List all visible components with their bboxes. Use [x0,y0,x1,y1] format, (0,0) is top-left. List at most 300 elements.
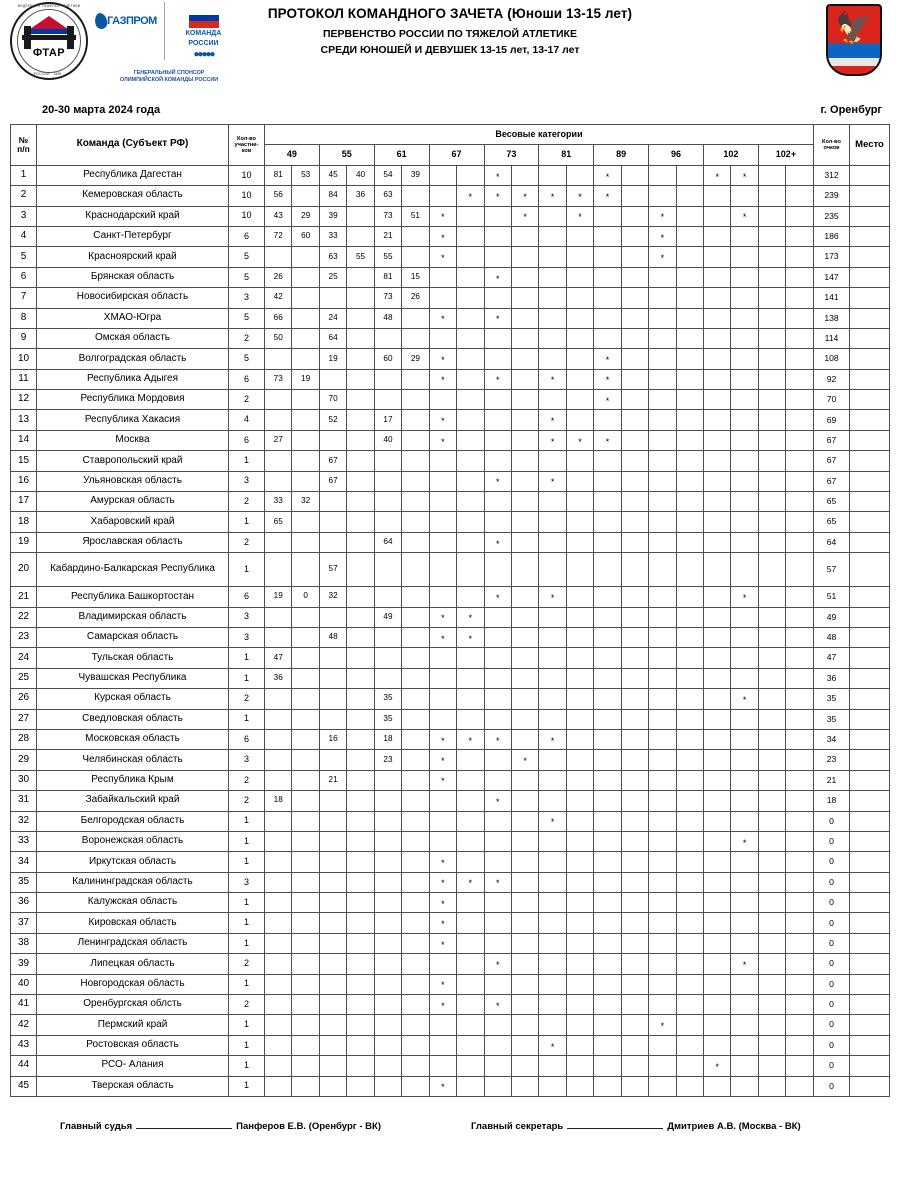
category-score [786,668,814,688]
category-score [731,430,758,450]
category-score [292,186,319,206]
team-name: Забайкальский край [37,791,229,811]
team-name: Оренбургская облсть [37,995,229,1015]
category-score [402,709,429,729]
table-row [11,553,890,587]
category-score [621,553,648,587]
category-score [786,729,814,749]
category-score: 19 [265,587,292,607]
category-score [649,668,676,688]
category-score [786,587,814,607]
total-points: 34 [814,729,850,749]
category-score [292,913,319,933]
category-score [621,471,648,491]
category-score [621,750,648,770]
category-score [402,933,429,953]
category-score [731,995,758,1015]
category-score [265,709,292,729]
category-score: 25 [319,267,346,287]
category-score [676,668,703,688]
category-score [265,913,292,933]
category-score [292,627,319,647]
category-score [402,689,429,709]
category-score [566,933,593,953]
category-score [402,451,429,471]
category-score [676,410,703,430]
total-points: 64 [814,532,850,552]
table-row [11,247,890,267]
category-score [649,709,676,729]
category-score [758,587,785,607]
category-score [484,492,511,512]
category-score [758,165,785,185]
protocol-table-container [0,124,900,1097]
category-score: 39 [319,206,346,226]
category-score [594,1035,621,1055]
category-score [649,267,676,287]
category-score [511,390,538,410]
category-score [731,226,758,246]
category-score: 55 [374,247,401,267]
participation-mark [457,607,484,627]
category-score [731,451,758,471]
category-score [758,308,785,328]
category-score [265,689,292,709]
team-name: Иркутская область [37,852,229,872]
category-score [457,451,484,471]
category-score [676,893,703,913]
category-score [347,750,374,770]
category-score [374,587,401,607]
category-score [649,532,676,552]
category-score [374,648,401,668]
category-score [566,648,593,668]
participation-mark [649,1015,676,1035]
table-row [11,430,890,450]
category-score: 32 [292,492,319,512]
participation-mark [429,913,456,933]
category-score [347,471,374,491]
category-score: 53 [292,165,319,185]
category-score [731,369,758,389]
category-score [649,369,676,389]
category-score [402,471,429,491]
participation-mark [429,1076,456,1096]
category-score [786,607,814,627]
category-score [566,1035,593,1055]
category-score [347,1056,374,1076]
category-score [402,770,429,790]
category-score [786,995,814,1015]
category-score [566,328,593,348]
category-score [402,1035,429,1055]
category-score [319,1015,346,1035]
team-name: Волгоградская область [37,349,229,369]
category-score [649,512,676,532]
category-score [429,791,456,811]
category-score [786,1076,814,1096]
category-score [319,995,346,1015]
category-score [429,553,456,587]
place-value [850,933,890,953]
category-score [292,390,319,410]
participants-count: 6 [229,430,265,450]
team-name: ХМАО-Югра [37,308,229,328]
category-score [484,1035,511,1055]
category-score [621,308,648,328]
category-score [265,872,292,892]
category-score [758,668,785,688]
weight-category-header-55: 55 [319,145,374,165]
category-score [292,668,319,688]
category-score [402,186,429,206]
category-score [539,893,566,913]
participation-mark [429,872,456,892]
participation-mark [429,430,456,450]
category-score [704,1015,731,1035]
category-score [457,750,484,770]
category-score: 36 [265,668,292,688]
category-score [786,954,814,974]
category-score [347,974,374,994]
category-score [704,512,731,532]
team-name: Республика Башкортостан [37,587,229,607]
place-value [850,587,890,607]
table-row [11,852,890,872]
category-score [621,607,648,627]
category-score [594,1015,621,1035]
category-score [594,308,621,328]
category-score [786,532,814,552]
participation-mark [484,995,511,1015]
category-score [731,492,758,512]
category-score [566,532,593,552]
team-name: Омская область [37,328,229,348]
participation-mark [457,872,484,892]
team-russia-label-line1: КОМАНДА [185,30,222,37]
total-points: 114 [814,328,850,348]
category-score: 64 [319,328,346,348]
category-score [594,512,621,532]
category-score [374,954,401,974]
total-points: 65 [814,492,850,512]
table-row [11,369,890,389]
category-score [566,709,593,729]
category-score [594,492,621,512]
category-score [621,648,648,668]
category-score [347,770,374,790]
category-score [347,1015,374,1035]
category-score [484,974,511,994]
category-score [511,267,538,287]
category-score: 42 [265,288,292,308]
total-points: 0 [814,974,850,994]
category-score [292,872,319,892]
team-name: Новосибирская область [37,288,229,308]
place-value [850,607,890,627]
category-score [731,627,758,647]
category-score [649,308,676,328]
category-score [676,872,703,892]
category-score [566,831,593,851]
total-points: 239 [814,186,850,206]
table-row [11,1015,890,1035]
category-score [621,451,648,471]
category-score [594,811,621,831]
category-score [594,288,621,308]
participants-count: 5 [229,247,265,267]
total-points: 57 [814,553,850,587]
category-score [758,607,785,627]
category-score [621,893,648,913]
category-score: 45 [319,165,346,185]
participants-count: 2 [229,328,265,348]
place-value [850,1056,890,1076]
table-row [11,451,890,471]
category-score: 15 [402,267,429,287]
team-name: Новгородская область [37,974,229,994]
category-score: 21 [374,226,401,246]
category-score [621,288,648,308]
row-number: 15 [11,451,37,471]
category-score: 35 [374,709,401,729]
category-score [457,165,484,185]
category-score [758,471,785,491]
category-score [484,811,511,831]
category-score [457,954,484,974]
column-header-weight-categories: Весовые категории [265,125,814,145]
category-score [347,791,374,811]
total-points: 67 [814,471,850,491]
column-header-number [11,125,37,166]
category-score: 18 [265,791,292,811]
total-points: 0 [814,1056,850,1076]
category-score [539,933,566,953]
category-score [621,369,648,389]
category-score [347,893,374,913]
participation-mark [539,410,566,430]
total-points: 147 [814,267,850,287]
participation-mark [539,369,566,389]
place-value [850,226,890,246]
table-row [11,186,890,206]
category-score [374,913,401,933]
category-score [704,933,731,953]
category-score [484,668,511,688]
category-score [402,308,429,328]
category-score [566,369,593,389]
category-score [511,689,538,709]
category-score [511,627,538,647]
category-score [649,471,676,491]
participation-mark [566,430,593,450]
category-score [649,627,676,647]
table-row [11,627,890,647]
participants-count: 1 [229,893,265,913]
category-score [511,893,538,913]
participation-mark [731,689,758,709]
category-score [731,1076,758,1096]
category-score [511,553,538,587]
total-points: 0 [814,852,850,872]
category-score [511,1056,538,1076]
category-score [621,831,648,851]
category-score: 65 [265,512,292,532]
logo-group [10,2,242,84]
category-score: 36 [347,186,374,206]
category-score [731,872,758,892]
row-number: 44 [11,1056,37,1076]
category-score: 54 [374,165,401,185]
category-score [649,587,676,607]
category-score [347,913,374,933]
category-score [758,206,785,226]
category-score [539,267,566,287]
category-score [594,893,621,913]
participants-count: 1 [229,811,265,831]
category-score [731,390,758,410]
category-score [704,831,731,851]
category-score [292,1056,319,1076]
category-score [676,770,703,790]
category-score [676,995,703,1015]
category-score [292,1015,319,1035]
category-score [566,267,593,287]
participation-mark [731,165,758,185]
team-name: Хабаровский край [37,512,229,532]
category-score [402,750,429,770]
category-score [265,974,292,994]
category-score [786,627,814,647]
participants-count: 4 [229,410,265,430]
total-points: 35 [814,709,850,729]
category-score [621,492,648,512]
category-score [566,689,593,709]
category-score [676,328,703,348]
category-score [704,729,731,749]
category-score [539,627,566,647]
category-score [704,974,731,994]
category-score [649,770,676,790]
table-row [11,648,890,668]
participants-count: 10 [229,165,265,185]
category-score [758,492,785,512]
category-score: 35 [374,689,401,709]
category-score [786,872,814,892]
category-score [649,1035,676,1055]
row-number: 6 [11,267,37,287]
category-score [758,729,785,749]
category-score [676,226,703,246]
category-score [402,512,429,532]
team-name: Владимирская область [37,607,229,627]
category-score [402,587,429,607]
category-score [292,471,319,491]
category-score [731,553,758,587]
category-score: 33 [319,226,346,246]
orenburg-coat-of-arms-icon [826,4,882,76]
category-score [511,1076,538,1096]
category-score [265,770,292,790]
category-score [704,954,731,974]
total-points: 173 [814,247,850,267]
table-row [11,689,890,709]
category-score [676,471,703,491]
place-value [850,811,890,831]
category-score [402,532,429,552]
total-points: 108 [814,349,850,369]
category-score [539,288,566,308]
category-score [704,587,731,607]
place-value [850,1076,890,1096]
category-score [319,492,346,512]
category-score [621,206,648,226]
category-score [704,852,731,872]
category-score [457,648,484,668]
row-number: 14 [11,430,37,450]
team-name: Кабардино-Балкарская Республика [37,553,229,587]
category-score [429,451,456,471]
team-name: Кировская область [37,913,229,933]
category-score [621,995,648,1015]
category-score [731,648,758,668]
table-row [11,1056,890,1076]
category-score [676,532,703,552]
participation-mark [649,247,676,267]
row-number: 25 [11,668,37,688]
category-score [457,226,484,246]
participation-mark [484,532,511,552]
total-points: 0 [814,1015,850,1035]
category-score [786,709,814,729]
category-score [402,974,429,994]
total-points: 70 [814,390,850,410]
category-score [402,791,429,811]
category-score [402,831,429,851]
total-points: 65 [814,512,850,532]
russian-flag-icon [189,8,219,28]
total-points: 0 [814,811,850,831]
participation-mark [429,770,456,790]
category-score [347,627,374,647]
category-score [292,532,319,552]
category-score [347,607,374,627]
row-number: 30 [11,770,37,790]
category-score [758,974,785,994]
category-score [704,288,731,308]
participants-count: 2 [229,954,265,974]
category-score [539,791,566,811]
category-score [457,492,484,512]
category-score [457,893,484,913]
participation-mark [429,627,456,647]
category-score [676,913,703,933]
category-score [786,226,814,246]
category-score [292,648,319,668]
category-score [539,913,566,933]
category-score [621,1015,648,1035]
table-row [11,709,890,729]
participants-count: 1 [229,933,265,953]
category-score [265,933,292,953]
category-score [566,390,593,410]
category-score [374,369,401,389]
category-score [265,410,292,430]
category-score [649,729,676,749]
total-points: 0 [814,1076,850,1096]
category-score [649,349,676,369]
category-score [758,811,785,831]
